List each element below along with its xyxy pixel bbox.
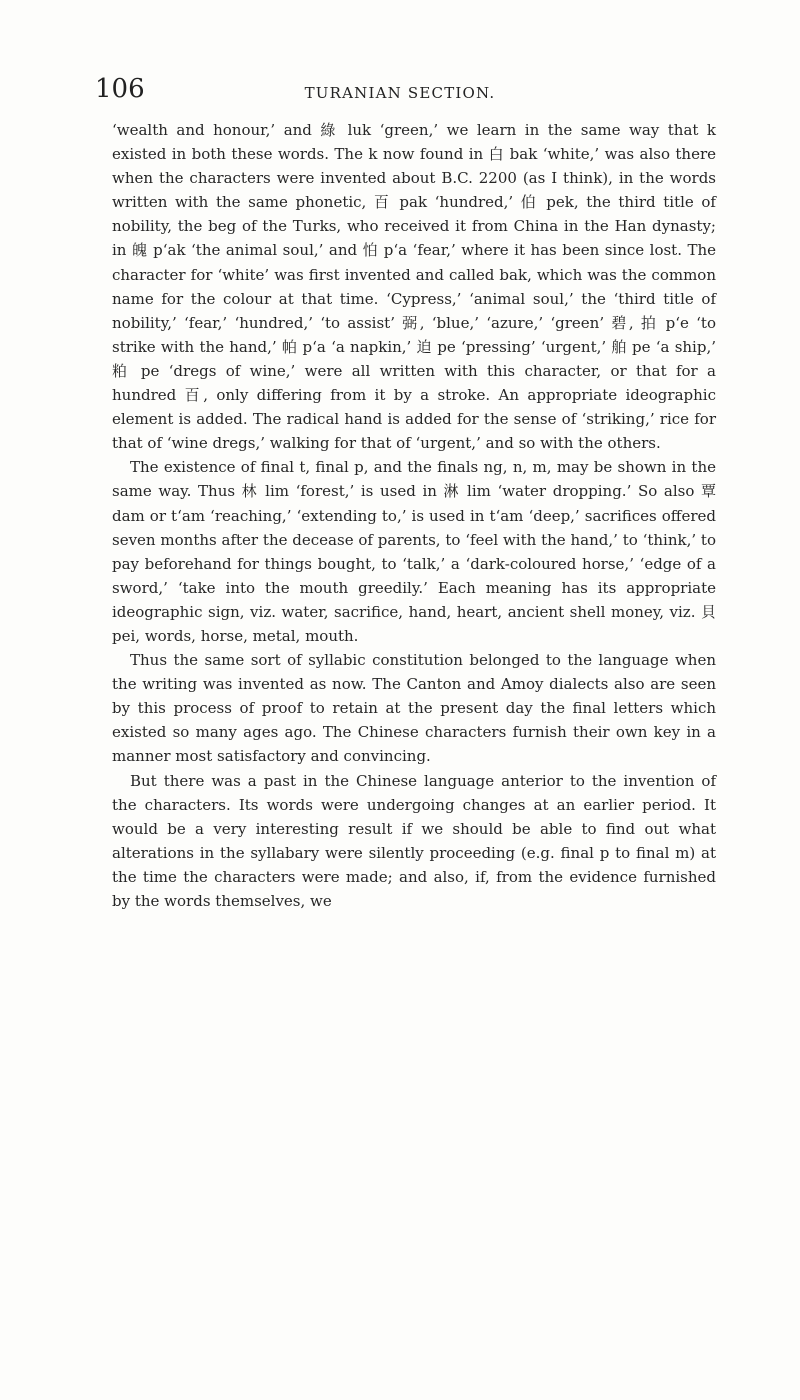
running-head: TURANIAN SECTION. <box>304 84 496 102</box>
paragraph-3: Thus the same sort of syllabic constitution belonged to the language when the writing was invented as now. The Canton and Amoy dialects also are seen by this process of proof to retain at the present day the final letters which existed so many ages ago. The Chinese characters furnish their own key in a manner most satisfactory and convincing. <box>112 651 716 766</box>
page-number: 106 <box>95 74 145 104</box>
paragraph-1: ‘wealth and honour,’ and 綠 luk ‘green,’ we learn in the same way that k existed in both these words. The k now found in 白 bak ‘white,’ was also there when the characters were invented about B.C. 2200 (as I think), in the words written with the same phonetic, 百 pak ‘hundred,’ 伯 pek, the third title of nobility, the beg of the Turks, who received it from China in the Han dynasty; in 魄 p‘ak ‘the animal soul,’ and 怕 p‘a ‘fear,’ where it has been since lost. The character for ‘white’ was first invented and called bak, which was the common name for the colour at that time. ‘Cypress,’ ‘animal soul,’ the ‘third title of nobility,’ ‘fear,’ ‘hundred,’ ‘to assist’ 弼, ‘blue,’ ‘azure,’ ‘green’ 碧, 拍 p‘e ‘to strike with the hand,’ 帕 p‘a ‘a napkin,’ 迫 pe ‘pressing’ ‘urgent,’ 舶 pe ‘a ship,’ 粕 pe ‘dregs of wine,’ were all written with this character, or that for a hundred 百, only differing from it by a stroke. An appropriate ideographic element is added. The radical hand is added for the sense of ‘striking,’ rice for that of ‘wine dregs,’ walking for that of ‘urgent,’ and so with the others. <box>112 121 716 453</box>
paragraph-2: The existence of final t, final p, and the finals ng, n, m, may be shown in the same way. Thus 林 lim ‘forest,’ is used in 淋 lim ‘water dropping.’ So also 覃 dam or t‘am ‘reaching,’ ‘extending to,’ is used in t‘am ‘deep,’ sacrifices offered seven months after the decease of parents, to ‘feel with the hand,’ to ‘think,’ to pay beforehand for things bought, to ‘talk,’ a ‘dark-coloured horse,’ ‘edge of a sword,’ ‘take into the mouth greedily.’ Each meaning has its appropriate ideographic sign, viz. water, sacrifice, hand, heart, ancient shell money, viz. 貝 pei, words, horse, metal, mouth. <box>112 458 716 645</box>
paragraph-4: But there was a past in the Chinese language anterior to the invention of the characters. Its words were undergoing changes at an earlier period. It would be a very interesting result if we should be able to find out what alterations in the syllabary were silently proceeding (e.g. final p to final m) at the time the characters were made; and also, if, from the evidence furnished by the words themselves, we <box>112 771 716 910</box>
body-text <box>112 118 716 913</box>
